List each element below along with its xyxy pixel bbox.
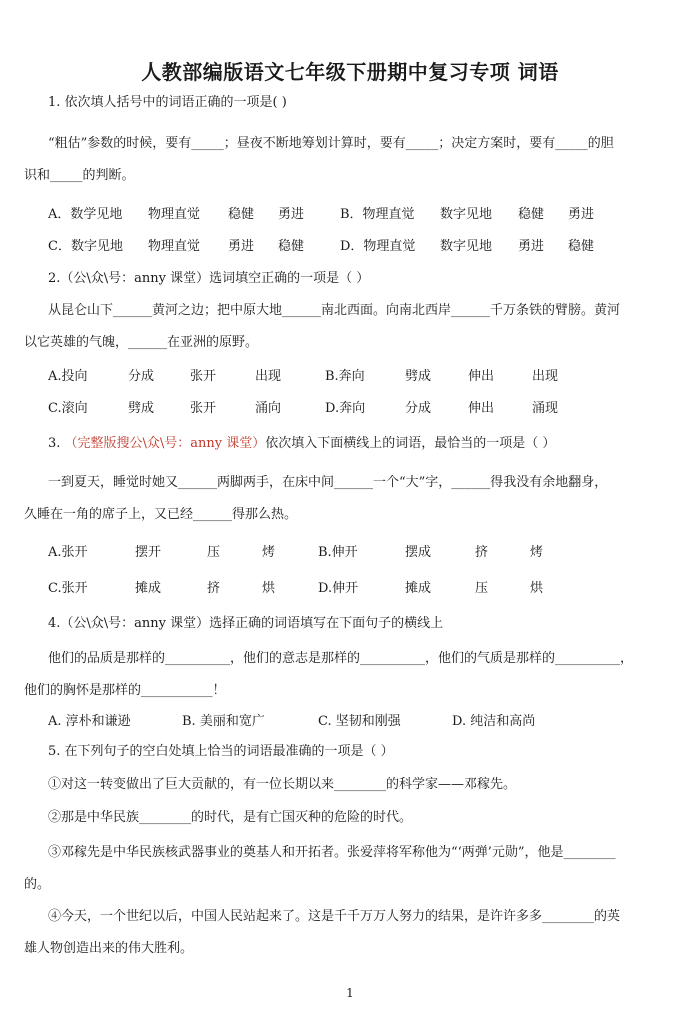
q3-passage-line2: 久睡在一角的席子上，又已经______得那么热。 bbox=[24, 507, 298, 522]
q4-option-b: B. 美丽和宽广 bbox=[182, 714, 265, 729]
q2-option-d-word3: 伸出 bbox=[468, 401, 495, 416]
q3-option-b-word2: 摆成 bbox=[405, 545, 432, 560]
q5-stem: 5. 在下列句子的空白处填上恰当的词语最准确的一项是（ ） bbox=[48, 744, 394, 759]
q3-option-c: C.张开 bbox=[48, 581, 88, 596]
q3-option-a: A.张开 bbox=[48, 545, 88, 560]
q1-option-b-word4: 勇进 bbox=[568, 207, 595, 222]
q5-sentence-4-line2: 雄人物创造出来的伟大胜利。 bbox=[24, 941, 194, 956]
q5-sentence-1: ①对这一转变做出了巨大贡献的，有一位长期以来________的科学家——邓稼先。 bbox=[48, 777, 517, 792]
q1-option-c: C．数字见地 bbox=[48, 239, 123, 254]
q1-passage-line1: “粗估”参数的时候，要有_____；昼夜不断地筹划计算时，要有_____；决定方案时，要有_____的胆 bbox=[48, 136, 614, 151]
q2-option-b: B.奔向 bbox=[325, 369, 365, 384]
q4-passage-line1: 他们的品质是那样的__________，他们的意志是那样的__________，他们的气质是那样的__________， bbox=[48, 651, 634, 666]
q4-option-d: D. 纯洁和高尚 bbox=[452, 714, 536, 729]
q1-option-a: A．数学见地 bbox=[48, 207, 123, 222]
q5-sentence-3-line2: 的。 bbox=[24, 877, 51, 892]
q3-option-a-word3: 压 bbox=[207, 545, 221, 560]
q3-option-b-word4: 烤 bbox=[530, 545, 544, 560]
q2-option-d: D.奔向 bbox=[325, 401, 366, 416]
q2-option-b-word4: 出现 bbox=[532, 369, 559, 384]
q1-option-c-word3: 勇进 bbox=[228, 239, 255, 254]
q2-passage-line1: 从昆仑山下______黄河之边；把中原大地______南北西面。向南北西岸______千万条铁的臂膀。黄河 bbox=[48, 303, 621, 318]
q1-option-b-word2: 数字见地 bbox=[440, 207, 493, 222]
q2-passage-line2: 以它英雄的气魄，______在亚洲的原野。 bbox=[24, 335, 259, 350]
q3-option-d-word3: 压 bbox=[475, 581, 489, 596]
q1-option-d-word4: 稳健 bbox=[568, 239, 595, 254]
q3-number: 3. bbox=[48, 436, 65, 451]
q2-option-a: A.投向 bbox=[48, 369, 88, 384]
q1-stem: 1. 依次填人括号中的词语正确的一项是( ) bbox=[48, 95, 287, 110]
q2-stem: 2.（公\众\号：anny 课堂）选词填空正确的一项是（ ） bbox=[48, 271, 370, 286]
q1-option-a-word4: 勇进 bbox=[278, 207, 305, 222]
q3-option-b: B.伸开 bbox=[318, 545, 358, 560]
q2-option-a-word4: 出现 bbox=[255, 369, 282, 384]
q3-option-c-word2: 摊成 bbox=[135, 581, 162, 596]
q2-option-a-word3: 张开 bbox=[190, 369, 217, 384]
q2-option-d-word4: 涌现 bbox=[532, 401, 559, 416]
q2-option-c-word4: 涌向 bbox=[255, 401, 282, 416]
q2-option-d-word2: 分成 bbox=[405, 401, 432, 416]
q3-option-c-word3: 挤 bbox=[207, 581, 221, 596]
q4-stem: 4.（公\众\号：anny 课堂）选择正确的词语填写在下面句子的横线上 bbox=[48, 616, 444, 631]
q3-option-a-word2: 摆开 bbox=[135, 545, 162, 560]
q1-option-b-word3: 稳健 bbox=[518, 207, 545, 222]
q2-option-c: C.滚向 bbox=[48, 401, 88, 416]
q1-option-a-word3: 稳健 bbox=[228, 207, 255, 222]
q3-option-d: D.伸开 bbox=[318, 581, 359, 596]
q2-option-b-word2: 劈成 bbox=[405, 369, 432, 384]
q3-option-c-word4: 烘 bbox=[262, 581, 276, 596]
q3-option-d-word2: 摊成 bbox=[405, 581, 432, 596]
q3-passage-line1: 一到夏天，睡觉时她又______两脚两手，在床中间______一个“大”字，______得我没有余地翻身， bbox=[48, 475, 608, 490]
q3-promo-text: （完整版搜公\众\号：anny 课堂） bbox=[64, 436, 266, 451]
q2-option-c-word2: 劈成 bbox=[128, 401, 155, 416]
q5-sentence-4-line1: ④今天，一个世纪以后，中国人民站起来了。这是千千万万人努力的结果，是许许多多________的英 bbox=[48, 909, 621, 924]
q1-option-d-word2: 数字见地 bbox=[440, 239, 493, 254]
q1-option-c-word2: 物理直觉 bbox=[148, 239, 201, 254]
q5-sentence-2: ②那是中华民族________的时代，是有亡国灭种的危险的时代。 bbox=[48, 810, 413, 825]
q3-option-b-word3: 挤 bbox=[475, 545, 489, 560]
q3-stem-text: 依次填入下面横线上的词语，最恰当的一项是（ ） bbox=[265, 436, 556, 451]
q5-sentence-3-line1: ③邓稼先是中华民族核武器事业的奠基人和开拓者。张爱萍将军称他为“‘两弹’元勋”，他是________ bbox=[48, 845, 616, 860]
q3-option-d-word4: 烘 bbox=[530, 581, 544, 596]
q1-option-b: B．物理直觉 bbox=[340, 207, 415, 222]
q2-option-b-word3: 伸出 bbox=[468, 369, 495, 384]
q1-option-a-word2: 物理直觉 bbox=[148, 207, 201, 222]
page-number: 1 bbox=[346, 986, 354, 1000]
q2-option-c-word3: 张开 bbox=[190, 401, 217, 416]
q1-option-d: D．物理直觉 bbox=[340, 239, 416, 254]
q1-passage-line2: 识和_____的判断。 bbox=[24, 168, 135, 183]
page-title: 人教部编版语文七年级下册期中复习专项 词语 bbox=[141, 60, 559, 84]
q1-option-c-word4: 稳健 bbox=[278, 239, 305, 254]
q4-option-c: C. 坚韧和刚强 bbox=[318, 714, 401, 729]
q3-stem bbox=[48, 435, 555, 453]
q3-option-a-word4: 烤 bbox=[262, 545, 276, 560]
q4-passage-line2: 他们的胸怀是那样的___________！ bbox=[24, 683, 226, 698]
q2-option-a-word2: 分成 bbox=[128, 369, 155, 384]
q1-option-d-word3: 勇进 bbox=[518, 239, 545, 254]
q4-option-a: A. 淳朴和谦逊 bbox=[48, 714, 131, 729]
